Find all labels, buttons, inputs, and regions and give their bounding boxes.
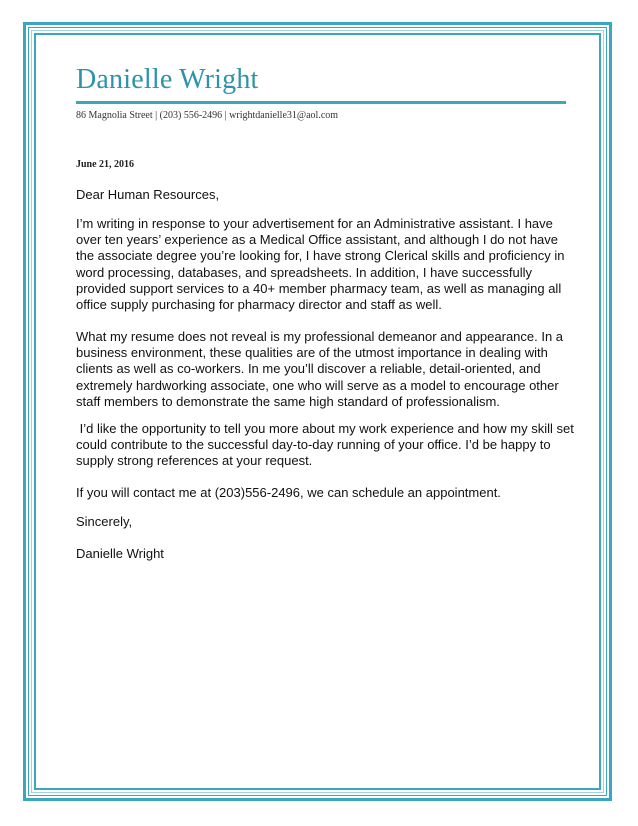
salutation: Dear Human Resources, — [76, 187, 220, 202]
page-border-inner-3 — [34, 33, 601, 790]
letter-date: June 21, 2016 — [76, 159, 135, 170]
paragraph-1: I’m writing in response to your advertisement for an Administrative assistant. I have over ten years’ experience as a Medical Office assistant, and although I do not have the associate degree you’re looking for, I have strong Clerical skills and proficiency in word processing, databases, and spreadsheets. In addition, I have successfully provided support services to a 40+ member pharmacy team, as well as managing all office supply purchasing for pharmacy director and staff as well. — [76, 216, 565, 313]
sender-contact-line: 86 Magnolia Street | (203) 556-2496 | wrightdanielle31@aol.com — [76, 110, 339, 121]
paragraph-2: What my resume does not reveal is my professional demeanor and appearance. In a business environment, these qualities are of the utmost importance in dealing with clients as well as co-workers. In me you’ll discover a reliable, detail-oriented, and extremely hardworking associate, one who will serve as a model to encourage other staff members to demonstrate the same high standard of professionalism. — [76, 329, 564, 409]
paragraph-4: If you will contact me at (203)556-2496, we can schedule an appointment. — [76, 485, 501, 500]
sender-name: Danielle Wright — [76, 64, 259, 95]
signature-name: Danielle Wright — [76, 546, 164, 561]
closing: Sincerely, — [76, 514, 133, 529]
paragraph-3: I’d like the opportunity to tell you more about my work experience and how my skill set could contribute to the successful day-to-day running of your office. I’d be happy to supply strong references at your request. — [76, 421, 578, 469]
header-divider — [76, 101, 566, 104]
